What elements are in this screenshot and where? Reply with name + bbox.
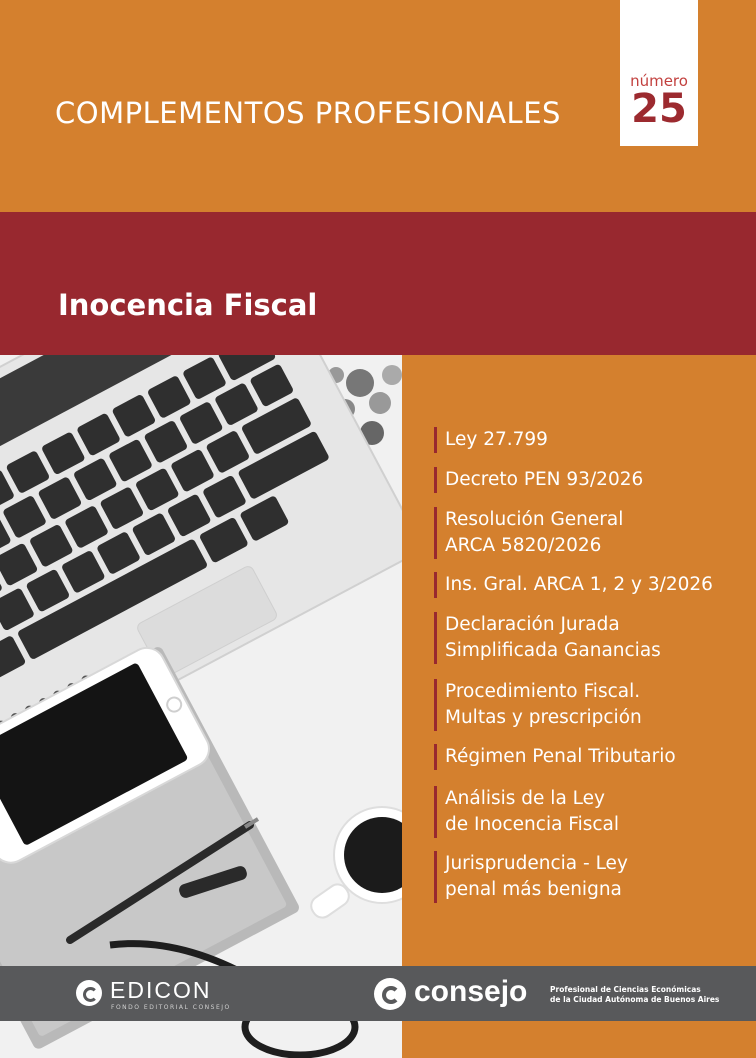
toc-item-line: Ley 27.799 xyxy=(445,429,548,450)
toc-item-line: Procedimiento Fiscal. xyxy=(445,681,641,702)
toc-item xyxy=(434,679,642,731)
toc-item xyxy=(434,744,676,770)
toc-item xyxy=(434,427,548,453)
toc-item xyxy=(434,786,619,838)
toc-item-line: Simplificada Ganancias xyxy=(445,640,661,661)
book-title: Inocencia Fiscal xyxy=(58,288,318,322)
toc-item-line: de Inocencia Fiscal xyxy=(445,814,620,835)
edicon-subtitle: FONDO EDITORIAL CONSEJO xyxy=(111,1004,231,1011)
consejo-tagline-line: Profesional de Ciencias Económicas xyxy=(550,985,701,994)
toc-item-line: Régimen Penal Tributario xyxy=(445,746,676,767)
toc-item xyxy=(434,612,661,664)
toc-item-line: Resolución General xyxy=(445,509,624,530)
toc-item xyxy=(434,572,713,598)
consejo-name: consejo xyxy=(414,975,528,1008)
edicon-logo-icon xyxy=(76,980,102,1006)
consejo-logo-icon xyxy=(374,978,406,1010)
edicon-name: EDICON xyxy=(110,977,212,1003)
issue-number-label: número xyxy=(630,72,688,90)
toc-item-line: ARCA 5820/2026 xyxy=(445,535,602,556)
edicon-logo xyxy=(76,977,231,1018)
series-title: COMPLEMENTOS PROFESIONALES xyxy=(55,96,561,130)
consejo-logo xyxy=(374,975,720,1018)
consejo-tagline-line: de la Ciudad Autónoma de Buenos Aires xyxy=(550,995,720,1004)
toc-item xyxy=(434,507,623,559)
toc-item-line: Jurisprudencia - Ley xyxy=(445,853,628,874)
toc-item-line: Ins. Gral. ARCA 1, 2 y 3/2026 xyxy=(445,574,713,595)
toc-item-line: Multas y prescripción xyxy=(445,707,642,728)
toc-item-line: Declaración Jurada xyxy=(445,614,620,635)
laptop-phone-notebook-photo xyxy=(0,355,402,1058)
toc-item xyxy=(434,467,643,493)
toc-item-line: Decreto PEN 93/2026 xyxy=(445,469,644,490)
toc-item xyxy=(434,851,628,903)
toc-item-line: penal más benigna xyxy=(445,879,622,900)
issue-number-box xyxy=(620,0,698,146)
cover-photo xyxy=(0,355,402,1058)
title-band xyxy=(0,212,756,355)
consejo-tagline xyxy=(550,985,720,1005)
issue-number-value: 25 xyxy=(631,86,687,132)
bottom-band xyxy=(402,1021,756,1058)
toc-item-line: Análisis de la Ley xyxy=(445,788,605,809)
